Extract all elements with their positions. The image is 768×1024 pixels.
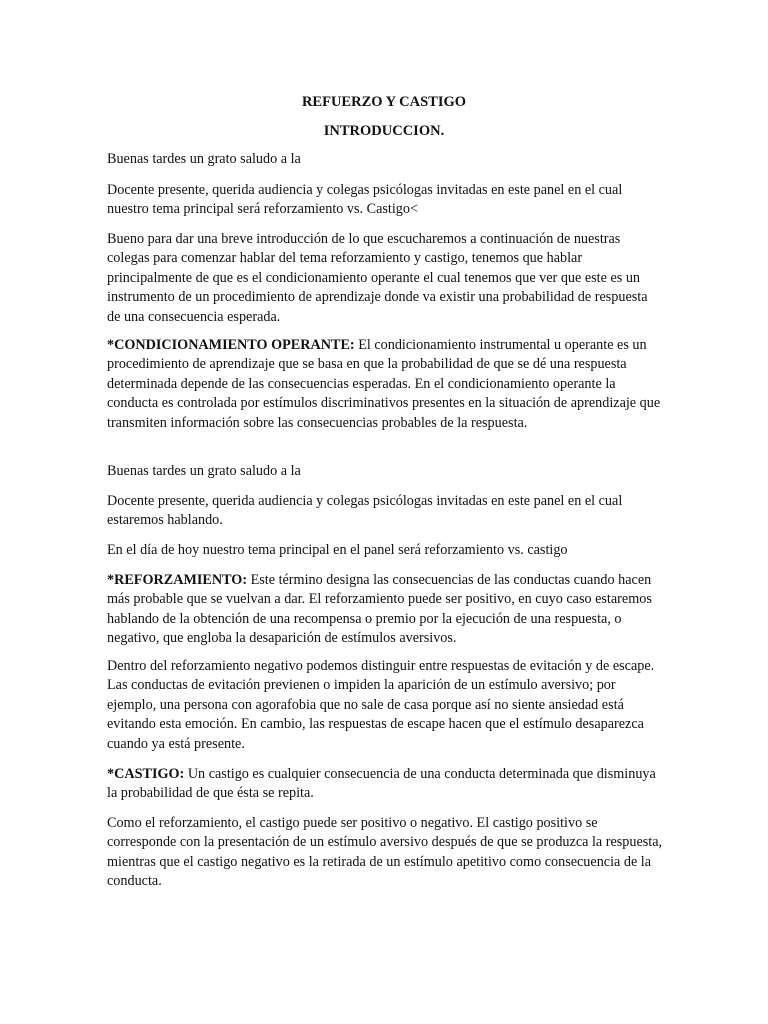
paragraph-greeting [107, 150, 663, 169]
paragraph-text: Un castigo es cualquier consecuencia de una conducta determinada que disminuya la probabilidad de que ésta se repita. [107, 766, 656, 802]
paragraph-reinforcement [107, 571, 663, 649]
paragraph-punishment-types [107, 814, 663, 892]
paragraph-punishment [107, 765, 663, 804]
paragraph-text: Buenas tardes un grato saludo a la [107, 151, 301, 167]
paragraph-audience [107, 181, 663, 220]
paragraph-topic [107, 541, 663, 560]
paragraph-text: En el día de hoy nuestro tema principal en el panel será reforzamiento vs. castigo [107, 542, 568, 558]
paragraph-text: Dentro del reforzamiento negativo podemos distinguir entre respuestas de evitación y de escape. Las conductas de evitación previenen o impiden la aparición de un estímulo aversivo; por ejemplo, una persona con agorafobia que no sale de casa porque así no siente ansiedad está evitando esta emoción. En cambio, las respuestas de escape hacen que el estímulo desaparezca cuando ya está presente. [107, 658, 655, 752]
paragraph-text: Bueno para dar una breve introducción de lo que escucharemos a continuación de nuestras colegas para comenzar hablar del tema reforzamiento y castigo, tenemos que hablar principalmente de que es el condicionamiento operante el cual tenemos que ver que este es un instrumento de un procedimiento de aprendizaje donde va existir una probabilidad de respuesta de una consecuencia esperada. [107, 231, 648, 325]
paragraph-text: Como el reforzamiento, el castigo puede ser positivo o negativo. El castigo positivo se corresponde con la presentación de un estímulo aversivo después de que se produzca la respuesta, mientras que el castigo negativo es la retirada de un estímulo apetitivo como consecuencia de la conducta. [107, 815, 663, 890]
paragraph-audience-repeat [107, 492, 663, 531]
paragraph-text: Este término designa las consecuencias de las conductas cuando hacen más probable que se vuelvan a dar. El reforzamiento puede ser positivo, en cuyo caso estaremos hablando de la obtención de una recompensa o premio por la ejecución de una respuesta, o negativo, que engloba la desaparición de estímulos aversivos. [107, 572, 652, 647]
paragraph-text: Docente presente, querida audiencia y colegas psicólogas invitadas en este panel en el cual estaremos hablando. [107, 493, 623, 529]
paragraph-greeting-repeat [107, 462, 663, 481]
paragraph-label: *REFORZAMIENTO: [107, 572, 248, 588]
paragraph-text: Buenas tardes un grato saludo a la [107, 463, 301, 479]
paragraph-introduction [107, 230, 663, 327]
document-title: REFUERZO Y CASTIGO [301, 94, 467, 110]
paragraph-text: Docente presente, querida audiencia y colegas psicólogas invitadas en este panel en el cual nuestro tema principal será reforzamiento vs. Castigo< [107, 182, 623, 218]
document-subtitle: INTRODUCCION. [323, 123, 445, 139]
paragraph-negative-reinforcement [107, 657, 663, 754]
paragraph-operant-conditioning [107, 336, 663, 433]
paragraph-text: El condicionamiento instrumental u operante es un procedimiento de aprendizaje que se basa en que la probabilidad de que se dé una respuesta determinada depende de las consecuencias esperadas. En el condicionamiento operante la conducta es controlada por estímulos discriminativos presentes en la situación de aprendizaje que transmiten información sobre las consecuencias probables de la respuesta. [107, 337, 661, 431]
paragraph-label: *CONDICIONAMIENTO OPERANTE: [107, 337, 355, 353]
paragraph-label: *CASTIGO: [107, 766, 185, 782]
